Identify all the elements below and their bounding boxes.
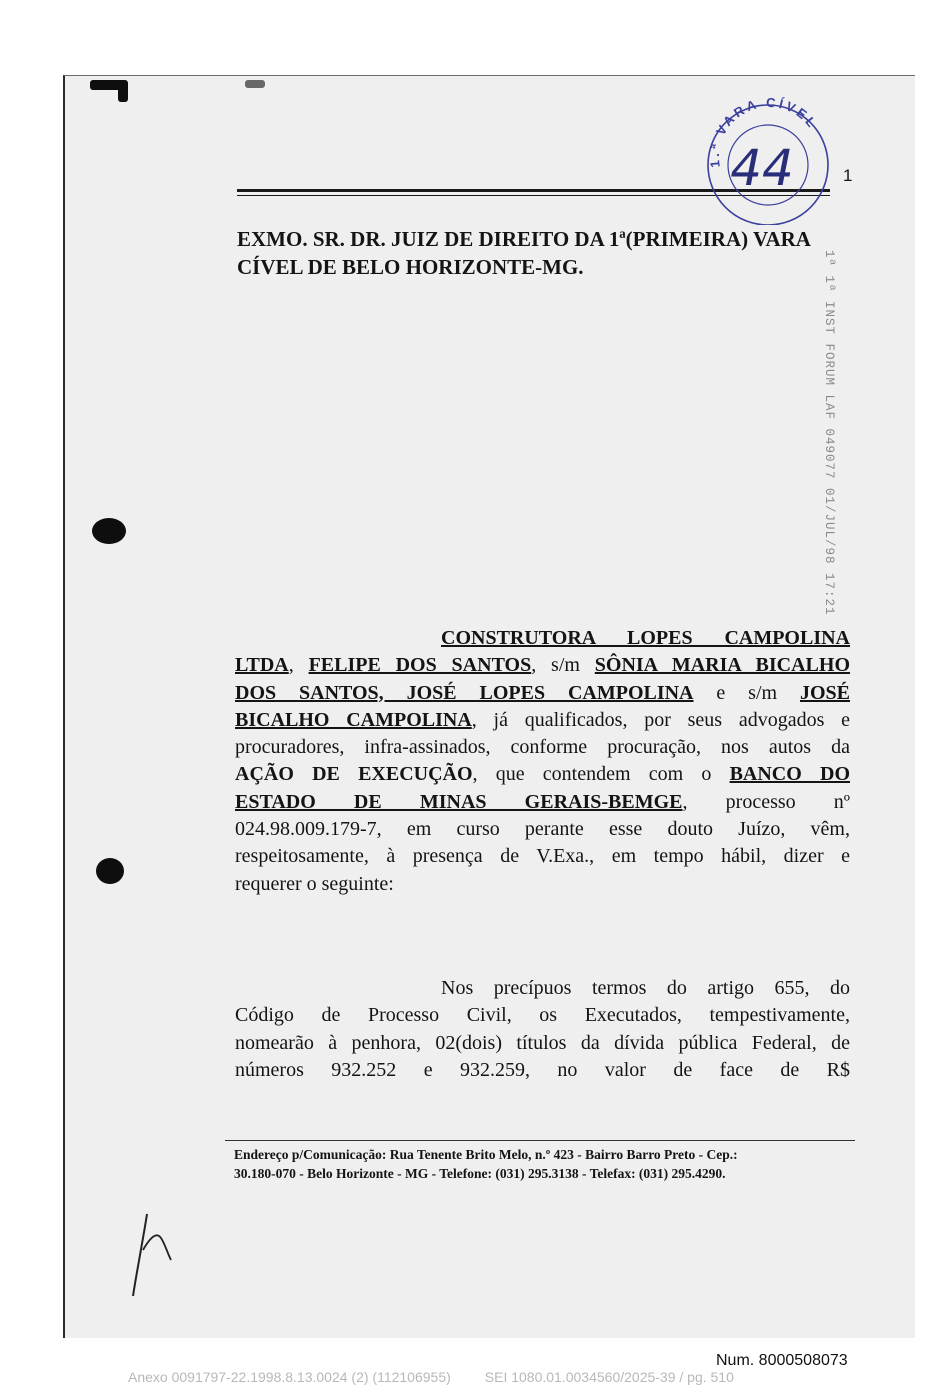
- text-fragment: , que contendem com o: [472, 763, 730, 786]
- document-heading: [237, 225, 857, 281]
- seal-handwritten-number: 44: [730, 139, 794, 197]
- party-name: DOS SANTOS, JOSÉ LOPES CAMPOLINA: [235, 681, 694, 704]
- party-name: FELIPE DOS SANTOS: [308, 654, 532, 677]
- text-line: números 932.252 e 932.259, no valor de face de R$: [235, 1058, 850, 1081]
- petition-paragraph-2: [235, 975, 850, 1084]
- text-fragment: , s/m: [531, 654, 595, 677]
- court-seal-stamp: [700, 95, 835, 225]
- punch-hole-mark: [96, 858, 124, 884]
- text-line: Nos precípuos termos do artigo 655, do: [441, 977, 850, 999]
- heading-line-2: CÍVEL DE BELO HORIZONTE-MG.: [237, 255, 584, 279]
- party-name: BANCO DO: [729, 763, 851, 786]
- text-line: procuradores, infra-assinados, conforme procuração, nos autos da: [235, 736, 850, 759]
- document-num: Num. 8000508073: [716, 1352, 848, 1369]
- party-name: JOSÉ: [799, 681, 850, 704]
- heading-line-1: EXMO. SR. DR. JUIZ DE DIREITO DA 1ª(PRIMEIRA) VARA: [237, 227, 811, 251]
- party-name: CONSTRUTORA LOPES CAMPOLINA: [441, 627, 850, 649]
- seal-ring-text: 1.ª VARA CÍVEL: [706, 95, 821, 169]
- footer-address-line: Endereço p/Comunicação: Rua Tenente Brito Melo, n.º 423 - Bairro Barro Preto - Cep.:: [234, 1147, 738, 1162]
- petition-paragraph-1: [235, 625, 850, 898]
- text-line: Código de Processo Civil, os Executados, tempestivamente,: [235, 1004, 850, 1027]
- footer-rule: [225, 1140, 855, 1141]
- party-name: LTDA: [235, 654, 289, 677]
- party-name: BICALHO CAMPOLINA: [235, 708, 472, 731]
- protocol-stamp: 1ª 1ª INST FORUM LAF 049077 01/JUL/98 17:21: [822, 250, 836, 616]
- text-line: respeitosamente, à presença de V.Exa., em tempo hábil, dizer e: [235, 845, 850, 868]
- letterhead-footer: [234, 1145, 864, 1183]
- footer-contact-line: 30.180-070 - Belo Horizonte - MG - Telefone: (031) 295.3138 - Telefax: (031) 295.4290.: [234, 1166, 726, 1181]
- annex-footer: [128, 1369, 734, 1385]
- text-fragment: e s/m: [693, 681, 800, 704]
- handwritten-signature: [125, 1210, 180, 1300]
- text-fragment: , processo nº: [682, 790, 850, 813]
- page-number: 1: [843, 166, 853, 185]
- text-fragment: , já qualificados, por seus advogados e: [471, 708, 850, 731]
- punch-hole-mark: [92, 518, 126, 544]
- text-line: nomearão à penhora, 02(dois) títulos da dívida pública Federal, de: [235, 1031, 850, 1054]
- text-line: 024.98.009.179-7, em curso perante esse douto Juízo, vêm,: [235, 818, 850, 841]
- ink-smudge: [245, 80, 265, 88]
- action-name: AÇÃO DE EXECUÇÃO: [235, 763, 473, 786]
- party-name: ESTADO DE MINAS GERAIS-BEMGE: [235, 790, 683, 813]
- party-name: SÔNIA MARIA BICALHO: [594, 654, 850, 677]
- ink-smudge: [118, 84, 128, 102]
- text-fragment: ,: [288, 654, 309, 677]
- sei-reference: SEI 1080.01.0034560/2025-39 / pg. 510: [484, 1369, 734, 1385]
- annex-reference: Anexo 0091797-22.1998.8.13.0024 (2) (112106955): [128, 1369, 451, 1385]
- text-line: requerer o seguinte:: [235, 872, 394, 895]
